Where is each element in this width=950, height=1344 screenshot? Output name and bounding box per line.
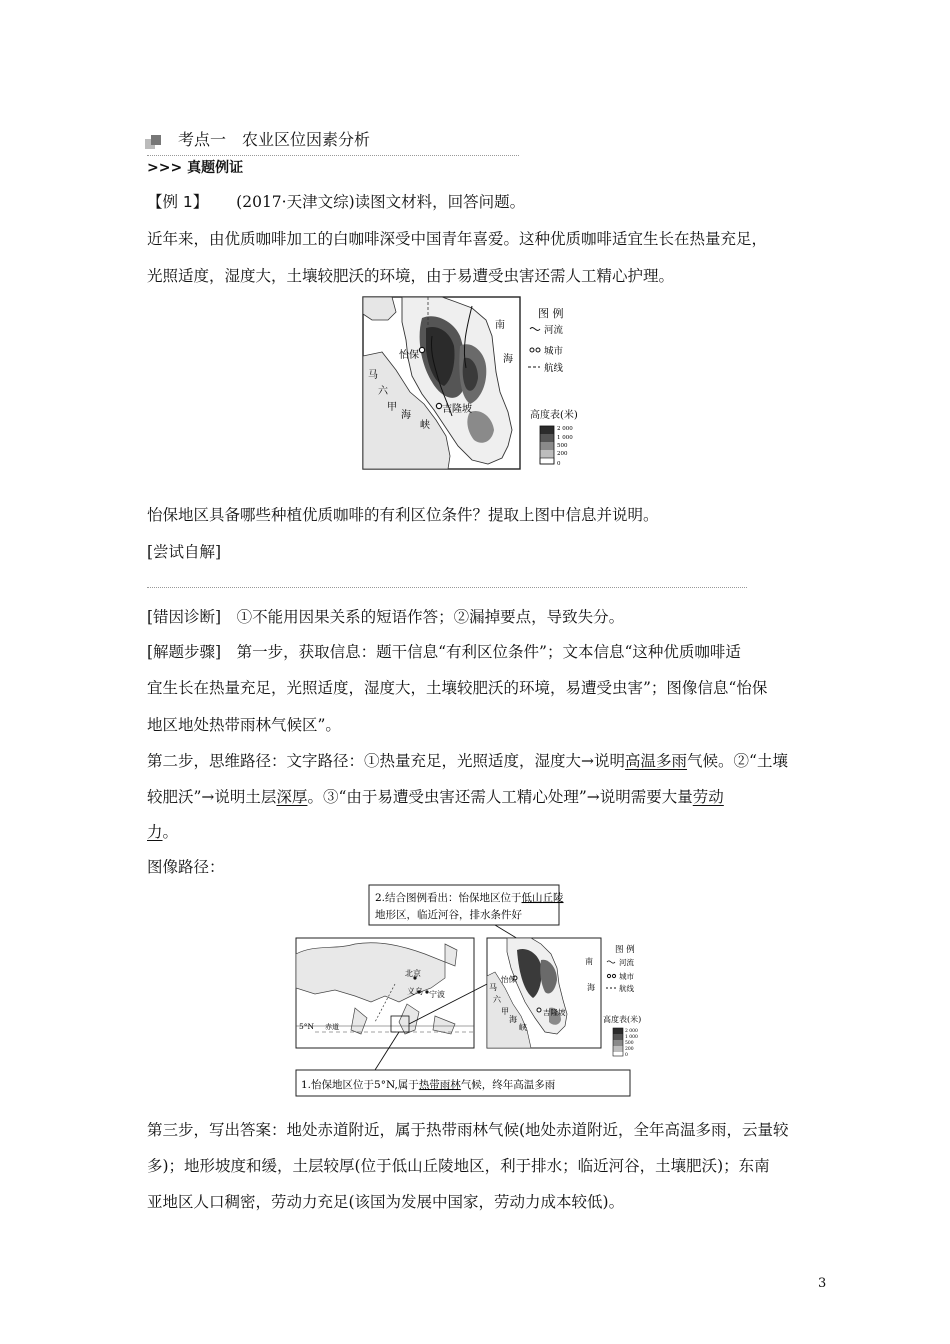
callout1 (301, 1078, 556, 1091)
step2-line-2-underline-1: 深厚 (276, 788, 308, 806)
map1-strait-4: 海 (401, 410, 411, 421)
map2-label-ningbo: 宁波 (429, 990, 445, 999)
map1-elev-500: 500 (557, 443, 568, 449)
map1-legend-river-icon (530, 328, 540, 331)
callout1-a: 1.怡保地区位于5°N,属于 (301, 1079, 419, 1091)
map2-legend-city: 城市 (619, 972, 634, 981)
map1-legend-city-icon (530, 348, 534, 352)
step2-line-3 (147, 822, 178, 842)
map1-elev-0: 0 (557, 461, 561, 467)
map1-label-kl: 吉隆坡 (442, 404, 472, 415)
step3-line-3: 亚地区人口稠密，劳动力充足(该国为发展中国家，劳动力成本较低)。 (147, 1193, 625, 1211)
section-square-icon (145, 133, 171, 151)
map2-label-5n: 5°N (299, 1022, 315, 1031)
example-header (147, 192, 525, 212)
map2-label-ipoh: 怡保 (501, 975, 516, 984)
image-path-label: 图像路径： (147, 858, 225, 876)
map1-label-ipoh: 怡保 (399, 350, 419, 361)
steps-line-1: [解题步骤] 第一步，获取信息：题干信息“有利区位条件”；文本信息“这种优质咖啡适 (147, 643, 741, 661)
map2-elev-200: 200 (625, 1047, 634, 1052)
map2-label-nan: 南 (585, 957, 593, 966)
example-label: 【例 1】 (147, 193, 209, 211)
callout2-line1-a: 2.结合图例看出：怡保地区位于 (375, 892, 522, 904)
callout2-line1-underline: 低山丘陵 (521, 892, 564, 904)
steps-line-3: 地区地处热带雨林气候区”。 (147, 716, 341, 734)
map1-label-nan: 南 (495, 320, 505, 331)
callout1-b: 气候，终年高温多雨 (460, 1079, 556, 1091)
step2-line-3-underline: 力 (147, 823, 163, 841)
step2-line-1-a: 第二步，思维路径：文字路径：①热量充足，光照适度，湿度大→说明 (147, 752, 625, 770)
step3-line-2: 多)；地形坡度和缓，土层较厚(位于低山丘陵地区，利于排水；临近河谷，土壤肥沃)；东南 (147, 1157, 770, 1175)
map1-elev-2000: 2 000 (557, 426, 573, 432)
map2-label-kl: 吉隆坡 (543, 1008, 566, 1017)
map2-legend-city-icon (607, 974, 610, 977)
map1-legend-city: 城市 (544, 346, 564, 357)
map2-strait-5: 峡 (519, 1023, 527, 1032)
intro-line-2: 光照适度，湿度大，土壤较肥沃的环境，由于易遭受虫害还需人工精心护理。 (147, 267, 675, 285)
step2-line-1-underline: 高温多雨 (625, 752, 688, 770)
subhead-real-exam: >>> 真题例证 (147, 160, 244, 176)
map2-strait-4: 海 (509, 1015, 517, 1024)
callout1-underline: 热带雨林 (418, 1079, 461, 1091)
step2-line-2-b: 。③“由于易遭受虫害还需人工精心处理”→说明需要大量 (307, 788, 693, 806)
map2-legend-route: 航线 (619, 984, 634, 993)
map1-strait-5: 峡 (420, 420, 430, 431)
callout2-line1 (375, 891, 564, 904)
map1-elev-200: 200 (557, 451, 568, 457)
step2-line-2-underline-2: 劳动 (692, 788, 724, 806)
callout2-line2: 地形区，临近河谷，排水条件好 (375, 909, 522, 921)
map2-legend-river-icon (607, 961, 615, 963)
step2-line-3-b: 。 (162, 823, 179, 841)
step2-line-2 (147, 787, 724, 807)
map2-elev-1000: 1 000 (625, 1035, 638, 1040)
map1-elev-1000: 1 000 (557, 435, 573, 441)
steps-line-2: 宜生长在热量充足，光照适度，湿度大，土壤较肥沃的环境，易遭受虫害”；图像信息“怡保 (147, 679, 768, 697)
map2-elev-0: 0 (625, 1053, 628, 1058)
map2-legend-river: 河流 (619, 958, 634, 967)
map1-legend-title: 图 例 (538, 307, 564, 320)
map1-strait-1: 马 (368, 370, 378, 381)
map1-elev-title: 高度表(米) (530, 410, 578, 421)
answer-dotted-line (147, 587, 747, 588)
map2-strait-2: 六 (493, 995, 501, 1004)
question-text: 怡保地区具备哪些种植优质咖啡的有利区位条件？提取上图中信息并说明。 (147, 506, 659, 524)
error-diagnosis: [错因诊断] ①不能用因果关系的短语作答；②漏掉要点，导致失分。 (147, 608, 625, 626)
map1-strait-3: 甲 (387, 402, 397, 413)
map2-label-equator: 赤道 (325, 1023, 339, 1031)
try-label: [尝试自解] (147, 543, 222, 561)
intro-line-1: 近年来，由优质咖啡加工的白咖啡深受中国青年喜爱。这种优质咖啡适宜生长在热量充足， (147, 230, 768, 248)
step2-line-1-b: 气候。②“土壤 (687, 752, 788, 770)
map1-legend-river: 河流 (544, 325, 564, 336)
image-path-diagram (295, 884, 657, 1104)
map2-strait-3: 甲 (501, 1007, 509, 1016)
map2-elev-title: 高度表(米) (603, 1015, 642, 1024)
map1-label-hai: 海 (503, 354, 513, 365)
map2-elev-500: 500 (625, 1041, 634, 1046)
map1-legend-route: 航线 (544, 363, 564, 374)
example-source: (2017·天津文综)读图文材料，回答问题。 (236, 193, 526, 211)
step2-line-1 (147, 751, 788, 771)
map2-strait-1: 马 (489, 983, 497, 992)
map2-label-beijing: 北京 (405, 969, 421, 978)
section-divider (147, 155, 519, 156)
page-number: 3 (818, 1276, 827, 1291)
map1-strait-2: 六 (378, 386, 388, 397)
step2-line-2-a: 较肥沃”→说明土层 (147, 788, 277, 806)
malaysia-map (362, 296, 580, 471)
map2-elev-2000: 2 000 (625, 1029, 638, 1034)
section-title: 考点一 农业区位因素分析 (178, 130, 371, 149)
map2-label-hai: 海 (587, 983, 595, 992)
map2-label-yiwu: 义乌 (407, 987, 423, 996)
step3-line-1: 第三步，写出答案：地处赤道附近，属于热带雨林气候(地处赤道附近，全年高温多雨，云量较 (147, 1121, 789, 1139)
map2-legend-title: 图 例 (615, 945, 635, 955)
